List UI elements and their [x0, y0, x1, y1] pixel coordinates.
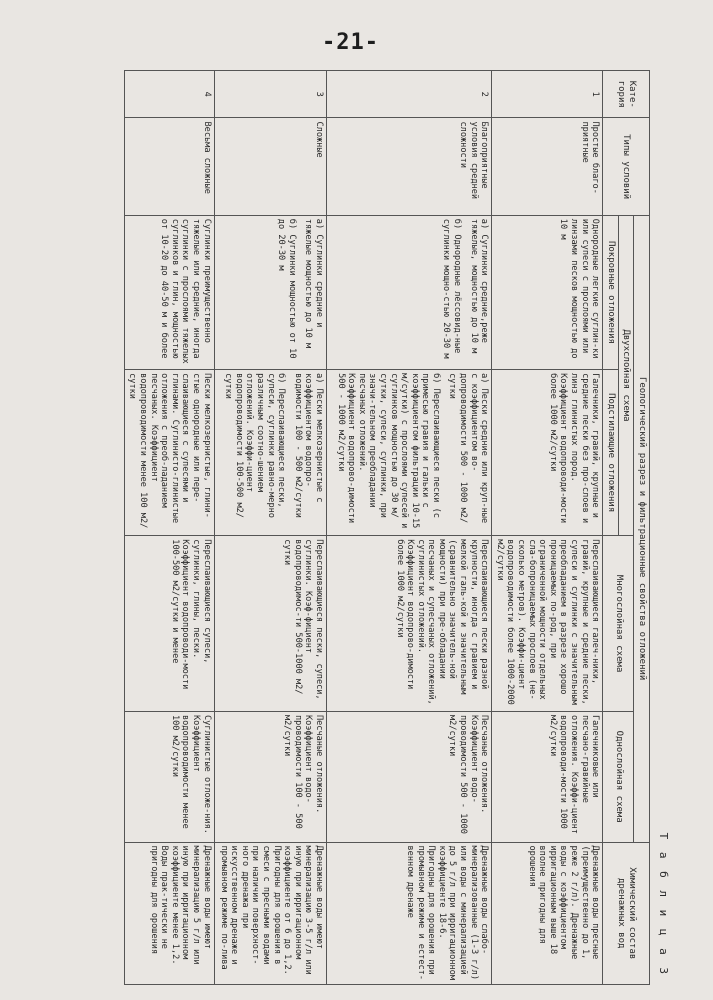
row-category: 1 [492, 71, 603, 118]
cover-subitem: а) Суглинки средние,реже тяжелые, мощностью до 10 м [468, 218, 490, 354]
header-conditions: Типы условий [603, 118, 650, 215]
row-category: 4 [124, 71, 214, 118]
table-row [492, 71, 603, 985]
row-underlying: Галечники, гравий, крупные и средние пески без про-слоев и линз глинистых пород. Коэффициент водопроводи-мости более 1000 м2/сутки [492, 370, 603, 536]
row-category: 3 [214, 71, 326, 118]
geology-table [124, 70, 650, 985]
header-cover: Покровные отложения [603, 215, 619, 369]
header-underlying: Подстилающие отложения [603, 370, 619, 536]
row-multi-layer: Переслаивающиеся пески разной крупности, иногда с гравием и мелкой галь-кой и значительным (сравнительно значитель-ной мощности) при пре-обладании песчаных и супесчаных отложений, суглинистых отложений. Коэффициент водопрово-димости более 1000 м2/сутки [326, 536, 491, 712]
row-type: Сложные [214, 118, 326, 215]
header-chemistry: Химический состав дренажных вод [603, 842, 650, 985]
underlying-subitem: б) Переслаивающиеся пески, супеси, суглинки равно-мерно различным соотно-шением отложений. Коэффи-циент водопроводимости 100-500 м2/сутки [223, 373, 287, 518]
underlying-subitem: б) Переслаивающиеся пески (с примесью гравия и гальки с коэффициентом фильтрации 10-15 м/сутки) с прослоями супесей и суглинков мощностью до 30 м/сутки, супеси, суглинки, при значи-тельном преобладании песчаных отложений. Коэффициент водопрово-димости 500 - 1000 м2/сутки [335, 373, 441, 529]
row-type: Благоприятные условия средней сложности [326, 118, 491, 215]
row-chemistry: Дренажные воды имеют минерализацию 3-5 г/л или иную при ирригационном коэффициенте от 6 до 1,2. Пригодны для орошения в смеси с пресными водами при наличии поверхност-ного дренажа при искусственном дренаже и промывном режиме по-лива [214, 842, 326, 985]
cover-subitem: а) Суглинки средние и тяжелые мощностью до 10 м [303, 218, 324, 349]
row-single-layer: Галечниковые или песчано-гравийные отложения. Коэффи-циент водопроводи-мости 1000 м2/сутки [492, 711, 603, 842]
row-cover: Суглинки преимущественно тяжелые или средние, иногда суглинки с прослоями тяжелых суглинков и глин, мощностью от 10-20 до 40-50 м и более [124, 215, 214, 369]
table-row [326, 71, 491, 985]
row-cover [214, 215, 326, 369]
row-single-layer: Суглинистые отложе-ния. Коэффициент водопроводимости менее 100 м2/сутки [124, 711, 214, 842]
row-underlying [326, 370, 491, 536]
table-row [124, 71, 214, 985]
cover-subitem: б) Суглинки мощностью от 10 до 20-30 м [276, 218, 297, 359]
table-row [214, 71, 326, 985]
underlying-subitem: а) Пески мелкозернистые с коэффициентом водопро-водимости 100 - 500 м2/сутки [292, 373, 324, 518]
row-underlying: Пески мелкозернистые, глини-стые однородные или пере-слаивающиеся с супесями и глинами. Суглинисто-глинистые отложения с преоб-ладанием песчаных. Коэффициент водопроводимости менее 100 м2/сутки [124, 370, 214, 536]
row-chemistry: Дренажные воды имеют минерализацию 5 г/л или иную при ирригационном коэффициенте менее 1,2. Воды прак-тически не пригодны для орошения [124, 842, 214, 985]
page-number: -21- [322, 30, 379, 55]
row-category: 2 [326, 71, 491, 118]
row-chemistry: Дренажные воды слабо-минерализованные (1-3 г/л) или воды с минерализацией до 5 г/л при ирригационном коэффициенте 18-6. Пригодны для орошения при промывном режиме и естест-венном дренаже [326, 842, 491, 985]
row-cover: Однородные легкие суглин-ки или супеси с прослоями или линзами песков мощностью до 10 м [492, 215, 603, 369]
header-geology: Геологический разрез и фильтрационные свойства отложений [634, 215, 650, 842]
table-caption: Т а б л и ц а 3 [657, 832, 670, 977]
row-single-layer: Песчаные отложения. Коэффициент водо-проводимости 500 - 1000 м2/сутки [326, 711, 491, 842]
header-single-layer: Однослойная схема [603, 711, 634, 842]
underlying-subitem: а) Пески средние или круп-ные с коэффициентом во-допроводимости 500 - 1000 м2/сутки [447, 373, 490, 524]
cover-subitem: б) Однородные лёссовид-ные суглинки мощно-стью 20-30 м [441, 218, 463, 359]
rotated-table [43, 70, 668, 985]
row-underlying [214, 370, 326, 536]
row-cover [326, 215, 491, 369]
row-multi-layer: Переслаивающиеся супеси, суглинки, глины, пески. Коэффициент водопроводи-мости 100-500 м2/сутки и менее [124, 536, 214, 712]
row-single-layer: Песчаные отложения. Коэффициент водо-проводимости 100 - 500 м2/сутки [214, 711, 326, 842]
row-multi-layer: Переслаивающиеся пески, супеси, суглинки. Коэф-фициент водопроводимос-ти 500-1000 м2/сутки [214, 536, 326, 712]
row-type: Простые благо-приятные [492, 118, 603, 215]
row-type: Весьма сложные [124, 118, 214, 215]
header-category: Кате-гория [603, 71, 650, 118]
header-multi-layer: Многослойная схема [603, 536, 634, 712]
row-multi-layer: Переслаивающиеся галеч-ники, гравий, крупные и средние пески, супеси и суглинки с значительным преобладанием в разрезе хорошо проницаемых по-род, при ограниченной мощности отдельных сла-бопроницаемых прослоев (не-сколько метров). Коэффи-циент водопроводимости более 1000-2000 м2/сутки [492, 536, 603, 712]
header-two-layer: Двухслойная схема [618, 215, 634, 535]
header-row-1 [634, 71, 650, 985]
row-chemistry: Дренажные воды пресные (преимущественно до 1, реже 2 г/л). Дренажные воды с коэффициентом ирригационным выше 18 вполне пригодны для орошения [492, 842, 603, 985]
